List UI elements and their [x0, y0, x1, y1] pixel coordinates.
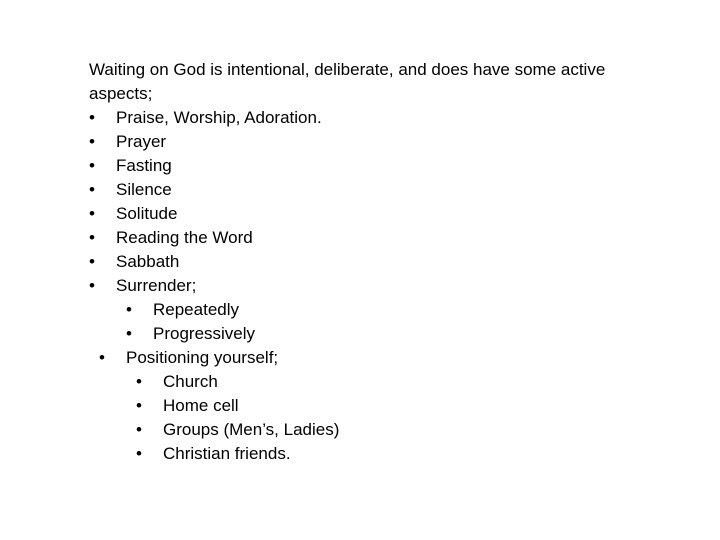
bullet-icon: •: [89, 156, 95, 175]
bullet-icon: •: [89, 132, 95, 151]
list-item-solitude: [89, 202, 649, 226]
bullet-icon: •: [99, 348, 105, 367]
list-item-silence: [89, 178, 649, 202]
list-item-label: Solitude: [116, 204, 178, 223]
list-item-label: Reading the Word: [116, 228, 253, 247]
bullet-icon: •: [89, 276, 95, 295]
list-item-label: Positioning yourself;: [126, 348, 279, 367]
bullet-icon: •: [136, 420, 142, 439]
bullet-icon: •: [136, 444, 142, 463]
sublist-item-label: Christian friends.: [163, 444, 291, 463]
positioning-sublist: [136, 370, 649, 466]
list-item-surrender: [89, 274, 649, 346]
surrender-sublist: [126, 298, 649, 346]
list-item-label: Praise, Worship, Adoration.: [116, 108, 322, 127]
bullet-icon: •: [126, 324, 132, 343]
sublist-item-label: Home cell: [163, 396, 239, 415]
bullet-icon: •: [89, 180, 95, 199]
sublist-item-christian-friends: [136, 442, 649, 466]
list-item-prayer: [89, 130, 649, 154]
list-item-label: Silence: [116, 180, 172, 199]
slide-body: [89, 58, 649, 466]
sublist-item-church: [136, 370, 649, 394]
list-item-label: Fasting: [116, 156, 172, 175]
list-item-positioning: [99, 346, 649, 466]
intro-text: Waiting on God is intentional, deliberate, and does have some active aspects;: [89, 60, 606, 103]
sublist-item-label: Groups (Men’s, Ladies): [163, 420, 340, 439]
list-item-label: Sabbath: [116, 252, 180, 271]
bullet-icon: •: [126, 300, 132, 319]
sublist-item-label: Church: [163, 372, 218, 391]
list-item-praise: [89, 106, 649, 130]
list-item-sabbath: [89, 250, 649, 274]
bullet-icon: •: [136, 372, 142, 391]
list-item-label: Surrender;: [116, 276, 197, 295]
list-item-reading-the-word: [89, 226, 649, 250]
bullet-icon: •: [89, 228, 95, 247]
sublist-item-repeatedly: [126, 298, 649, 322]
sublist-item-home-cell: [136, 394, 649, 418]
positioning-list: [99, 346, 649, 466]
list-item-label: Prayer: [116, 132, 167, 151]
sublist-item-label: Repeatedly: [153, 300, 240, 319]
bullet-icon: •: [136, 396, 142, 415]
sublist-item-label: Progressively: [153, 324, 256, 343]
list-item-fasting: [89, 154, 649, 178]
sublist-item-groups: [136, 418, 649, 442]
bullet-icon: •: [89, 108, 95, 127]
sublist-item-progressively: [126, 322, 649, 346]
bullet-icon: •: [89, 204, 95, 223]
bullet-icon: •: [89, 252, 95, 271]
bullet-list: [89, 106, 649, 346]
